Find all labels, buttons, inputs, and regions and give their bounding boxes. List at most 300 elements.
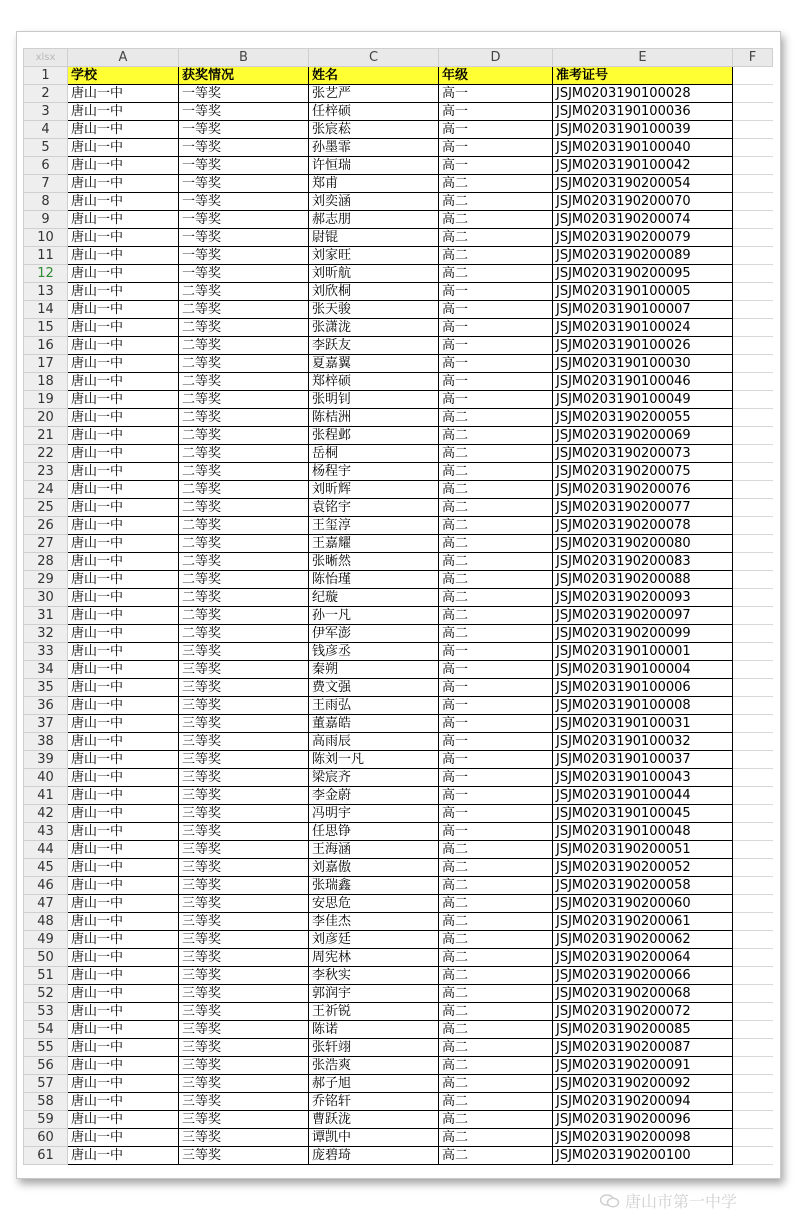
cell-name[interactable]: 张潇泷 (309, 319, 439, 337)
empty-cell[interactable] (733, 139, 773, 157)
cell-award[interactable]: 三等奖 (179, 1147, 309, 1165)
cell-grade[interactable]: 高二 (439, 445, 553, 463)
cell-award[interactable]: 三等奖 (179, 1057, 309, 1075)
cell-name[interactable]: 庞碧琦 (309, 1147, 439, 1165)
cell-school[interactable]: 唐山一中 (68, 589, 179, 607)
row-number[interactable]: 16 (24, 337, 68, 355)
cell-name[interactable]: 钱彦丞 (309, 643, 439, 661)
cell-grade[interactable]: 高一 (439, 805, 553, 823)
empty-cell[interactable] (733, 1039, 773, 1057)
cell-award[interactable]: 一等奖 (179, 247, 309, 265)
cell-grade[interactable]: 高一 (439, 373, 553, 391)
cell-grade[interactable]: 高一 (439, 679, 553, 697)
column-header-d[interactable]: D (439, 49, 553, 67)
empty-cell[interactable] (733, 517, 773, 535)
cell-award[interactable]: 二等奖 (179, 589, 309, 607)
cell-award[interactable]: 二等奖 (179, 481, 309, 499)
cell-award[interactable]: 二等奖 (179, 517, 309, 535)
cell-grade[interactable]: 高二 (439, 589, 553, 607)
cell-award[interactable]: 一等奖 (179, 193, 309, 211)
cell-school[interactable]: 唐山一中 (68, 625, 179, 643)
empty-cell[interactable] (733, 841, 773, 859)
header-cell-award[interactable]: 获奖情况 (179, 67, 309, 85)
cell-exam-id[interactable]: JSJM0203190200073 (553, 445, 733, 463)
cell-school[interactable]: 唐山一中 (68, 841, 179, 859)
cell-exam-id[interactable]: JSJM0203190200072 (553, 1003, 733, 1021)
cell-exam-id[interactable]: JSJM0203190100007 (553, 301, 733, 319)
empty-cell[interactable] (733, 1111, 773, 1129)
cell-name[interactable]: 袁铭宇 (309, 499, 439, 517)
cell-name[interactable]: 刘奕涵 (309, 193, 439, 211)
cell-school[interactable]: 唐山一中 (68, 787, 179, 805)
cell-grade[interactable]: 高二 (439, 265, 553, 283)
cell-school[interactable]: 唐山一中 (68, 445, 179, 463)
empty-cell[interactable] (733, 445, 773, 463)
empty-cell[interactable] (733, 481, 773, 499)
cell-school[interactable]: 唐山一中 (68, 679, 179, 697)
cell-exam-id[interactable]: JSJM0203190200058 (553, 877, 733, 895)
cell-exam-id[interactable]: JSJM0203190200069 (553, 427, 733, 445)
cell-name[interactable]: 刘家旺 (309, 247, 439, 265)
cell-award[interactable]: 二等奖 (179, 373, 309, 391)
cell-exam-id[interactable]: JSJM0203190200087 (553, 1039, 733, 1057)
cell-exam-id[interactable]: JSJM0203190200064 (553, 949, 733, 967)
cell-exam-id[interactable]: JSJM0203190200075 (553, 463, 733, 481)
cell-award[interactable]: 二等奖 (179, 391, 309, 409)
cell-grade[interactable]: 高二 (439, 517, 553, 535)
empty-cell[interactable] (733, 751, 773, 769)
cell-award[interactable]: 三等奖 (179, 1129, 309, 1147)
cell-school[interactable]: 唐山一中 (68, 751, 179, 769)
cell-exam-id[interactable]: JSJM0203190100001 (553, 643, 733, 661)
cell-award[interactable]: 一等奖 (179, 85, 309, 103)
row-number[interactable]: 53 (24, 1003, 68, 1021)
cell-grade[interactable]: 高一 (439, 355, 553, 373)
cell-exam-id[interactable]: JSJM0203190200074 (553, 211, 733, 229)
cell-school[interactable]: 唐山一中 (68, 1093, 179, 1111)
row-number[interactable]: 36 (24, 697, 68, 715)
cell-name[interactable]: 高雨辰 (309, 733, 439, 751)
cell-exam-id[interactable]: JSJM0203190200093 (553, 589, 733, 607)
empty-cell[interactable] (733, 769, 773, 787)
cell-exam-id[interactable]: JSJM0203190100039 (553, 121, 733, 139)
cell-grade[interactable]: 高二 (439, 535, 553, 553)
row-number[interactable]: 35 (24, 679, 68, 697)
cell-award[interactable]: 三等奖 (179, 841, 309, 859)
row-number[interactable]: 12 (24, 265, 68, 283)
cell-grade[interactable]: 高二 (439, 1147, 553, 1165)
cell-name[interactable]: 张瑞鑫 (309, 877, 439, 895)
empty-cell[interactable] (733, 679, 773, 697)
cell-name[interactable]: 刘昕辉 (309, 481, 439, 499)
header-cell-school[interactable]: 学校 (68, 67, 179, 85)
cell-exam-id[interactable]: JSJM0203190200099 (553, 625, 733, 643)
cell-grade[interactable]: 高二 (439, 175, 553, 193)
cell-grade[interactable]: 高一 (439, 823, 553, 841)
cell-grade[interactable]: 高二 (439, 1129, 553, 1147)
empty-cell[interactable] (733, 1075, 773, 1093)
cell-exam-id[interactable]: JSJM0203190100024 (553, 319, 733, 337)
cell-exam-id[interactable]: JSJM0203190200062 (553, 931, 733, 949)
cell-school[interactable]: 唐山一中 (68, 409, 179, 427)
empty-cell[interactable] (733, 967, 773, 985)
cell-school[interactable]: 唐山一中 (68, 1075, 179, 1093)
row-number[interactable]: 8 (24, 193, 68, 211)
row-number[interactable]: 1 (24, 67, 68, 85)
cell-exam-id[interactable]: JSJM0203190200060 (553, 895, 733, 913)
cell-exam-id[interactable]: JSJM0203190100005 (553, 283, 733, 301)
row-number[interactable]: 22 (24, 445, 68, 463)
cell-award[interactable]: 二等奖 (179, 427, 309, 445)
header-cell-name[interactable]: 姓名 (309, 67, 439, 85)
cell-school[interactable]: 唐山一中 (68, 283, 179, 301)
cell-exam-id[interactable]: JSJM0203190100008 (553, 697, 733, 715)
cell-award[interactable]: 二等奖 (179, 535, 309, 553)
empty-cell[interactable] (733, 607, 773, 625)
empty-cell[interactable] (733, 193, 773, 211)
cell-school[interactable]: 唐山一中 (68, 823, 179, 841)
cell-award[interactable]: 三等奖 (179, 913, 309, 931)
cell-grade[interactable]: 高二 (439, 1039, 553, 1057)
row-number[interactable]: 30 (24, 589, 68, 607)
cell-exam-id[interactable]: JSJM0203190200076 (553, 481, 733, 499)
row-number[interactable]: 59 (24, 1111, 68, 1129)
cell-name[interactable]: 张天骏 (309, 301, 439, 319)
cell-name[interactable]: 许恒瑞 (309, 157, 439, 175)
row-number[interactable]: 34 (24, 661, 68, 679)
row-number[interactable]: 2 (24, 85, 68, 103)
cell-grade[interactable]: 高二 (439, 967, 553, 985)
cell-grade[interactable]: 高二 (439, 571, 553, 589)
cell-name[interactable]: 冯明宇 (309, 805, 439, 823)
cell-exam-id[interactable]: JSJM0203190200068 (553, 985, 733, 1003)
cell-name[interactable]: 王海涵 (309, 841, 439, 859)
cell-name[interactable]: 董嘉皓 (309, 715, 439, 733)
cell-exam-id[interactable]: JSJM0203190100004 (553, 661, 733, 679)
row-number[interactable]: 47 (24, 895, 68, 913)
cell-school[interactable]: 唐山一中 (68, 1003, 179, 1021)
empty-cell[interactable] (733, 877, 773, 895)
row-number[interactable]: 56 (24, 1057, 68, 1075)
row-number[interactable]: 24 (24, 481, 68, 499)
cell-school[interactable]: 唐山一中 (68, 859, 179, 877)
empty-cell[interactable] (733, 1129, 773, 1147)
cell-name[interactable]: 王雨弘 (309, 697, 439, 715)
empty-cell[interactable] (733, 229, 773, 247)
row-number[interactable]: 10 (24, 229, 68, 247)
empty-cell[interactable] (733, 157, 773, 175)
cell-name[interactable]: 陈怡瑾 (309, 571, 439, 589)
cell-name[interactable]: 杨程宇 (309, 463, 439, 481)
cell-award[interactable]: 一等奖 (179, 139, 309, 157)
cell-name[interactable]: 刘昕航 (309, 265, 439, 283)
cell-name[interactable]: 刘嘉傲 (309, 859, 439, 877)
row-number[interactable]: 41 (24, 787, 68, 805)
cell-name[interactable]: 张浩爽 (309, 1057, 439, 1075)
empty-cell[interactable] (733, 895, 773, 913)
row-number[interactable]: 39 (24, 751, 68, 769)
cell-school[interactable]: 唐山一中 (68, 1129, 179, 1147)
cell-award[interactable]: 三等奖 (179, 895, 309, 913)
empty-cell[interactable] (733, 931, 773, 949)
empty-cell[interactable] (733, 625, 773, 643)
empty-cell[interactable] (733, 211, 773, 229)
cell-award[interactable]: 三等奖 (179, 661, 309, 679)
cell-school[interactable]: 唐山一中 (68, 805, 179, 823)
row-number[interactable]: 5 (24, 139, 68, 157)
cell-grade[interactable]: 高一 (439, 337, 553, 355)
cell-school[interactable]: 唐山一中 (68, 895, 179, 913)
cell-grade[interactable]: 高一 (439, 85, 553, 103)
empty-cell[interactable] (733, 1003, 773, 1021)
cell-exam-id[interactable]: JSJM0203190100006 (553, 679, 733, 697)
cell-award[interactable]: 三等奖 (179, 715, 309, 733)
cell-exam-id[interactable]: JSJM0203190200077 (553, 499, 733, 517)
cell-school[interactable]: 唐山一中 (68, 571, 179, 589)
cell-award[interactable]: 三等奖 (179, 1111, 309, 1129)
cell-name[interactable]: 周宪林 (309, 949, 439, 967)
cell-exam-id[interactable]: JSJM0203190100043 (553, 769, 733, 787)
empty-cell[interactable] (733, 427, 773, 445)
cell-school[interactable]: 唐山一中 (68, 499, 179, 517)
cell-exam-id[interactable]: JSJM0203190100045 (553, 805, 733, 823)
cell-name[interactable]: 乔铭轩 (309, 1093, 439, 1111)
cell-award[interactable]: 三等奖 (179, 1021, 309, 1039)
cell-name[interactable]: 费文强 (309, 679, 439, 697)
cell-grade[interactable]: 高二 (439, 931, 553, 949)
cell-name[interactable]: 张宸菘 (309, 121, 439, 139)
empty-cell[interactable] (733, 589, 773, 607)
cell-grade[interactable]: 高一 (439, 643, 553, 661)
cell-exam-id[interactable]: JSJM0203190200070 (553, 193, 733, 211)
cell-grade[interactable]: 高二 (439, 409, 553, 427)
cell-name[interactable]: 伊军澎 (309, 625, 439, 643)
cell-name[interactable]: 张艺严 (309, 85, 439, 103)
cell-award[interactable]: 二等奖 (179, 445, 309, 463)
empty-cell[interactable] (733, 409, 773, 427)
cell-name[interactable]: 曹跃泷 (309, 1111, 439, 1129)
cell-grade[interactable]: 高二 (439, 553, 553, 571)
cell-name[interactable]: 岳桐 (309, 445, 439, 463)
empty-cell[interactable] (733, 787, 773, 805)
row-number[interactable]: 55 (24, 1039, 68, 1057)
cell-grade[interactable]: 高二 (439, 1003, 553, 1021)
cell-exam-id[interactable]: JSJM0203190100028 (553, 85, 733, 103)
row-number[interactable]: 23 (24, 463, 68, 481)
empty-cell[interactable] (733, 913, 773, 931)
empty-cell[interactable] (733, 643, 773, 661)
cell-award[interactable]: 二等奖 (179, 409, 309, 427)
empty-cell[interactable] (733, 265, 773, 283)
cell-grade[interactable]: 高二 (439, 427, 553, 445)
cell-name[interactable]: 安思危 (309, 895, 439, 913)
cell-grade[interactable]: 高二 (439, 985, 553, 1003)
row-number[interactable]: 31 (24, 607, 68, 625)
row-number[interactable]: 42 (24, 805, 68, 823)
cell-name[interactable]: 王嘉耀 (309, 535, 439, 553)
cell-name[interactable]: 纪璇 (309, 589, 439, 607)
cell-grade[interactable]: 高一 (439, 103, 553, 121)
cell-school[interactable]: 唐山一中 (68, 1057, 179, 1075)
cell-exam-id[interactable]: JSJM0203190100040 (553, 139, 733, 157)
cell-award[interactable]: 三等奖 (179, 733, 309, 751)
row-number[interactable]: 14 (24, 301, 68, 319)
cell-school[interactable]: 唐山一中 (68, 355, 179, 373)
cell-exam-id[interactable]: JSJM0203190100036 (553, 103, 733, 121)
row-number[interactable]: 27 (24, 535, 68, 553)
column-header-c[interactable]: C (309, 49, 439, 67)
empty-cell[interactable] (733, 337, 773, 355)
cell-exam-id[interactable]: JSJM0203190100048 (553, 823, 733, 841)
cell-award[interactable]: 三等奖 (179, 1003, 309, 1021)
cell-award[interactable]: 二等奖 (179, 301, 309, 319)
cell-grade[interactable]: 高二 (439, 1057, 553, 1075)
cell-award[interactable]: 一等奖 (179, 157, 309, 175)
cell-exam-id[interactable]: JSJM0203190200079 (553, 229, 733, 247)
cell-exam-id[interactable]: JSJM0203190200097 (553, 607, 733, 625)
cell-grade[interactable]: 高二 (439, 1075, 553, 1093)
cell-school[interactable]: 唐山一中 (68, 769, 179, 787)
cell-grade[interactable]: 高二 (439, 625, 553, 643)
row-number[interactable]: 58 (24, 1093, 68, 1111)
cell-name[interactable]: 张轩翊 (309, 1039, 439, 1057)
cell-school[interactable]: 唐山一中 (68, 607, 179, 625)
cell-school[interactable]: 唐山一中 (68, 139, 179, 157)
row-number[interactable]: 52 (24, 985, 68, 1003)
select-all-corner[interactable]: xlsx (24, 49, 68, 67)
cell-school[interactable]: 唐山一中 (68, 931, 179, 949)
cell-exam-id[interactable]: JSJM0203190100042 (553, 157, 733, 175)
cell-name[interactable]: 谭凯中 (309, 1129, 439, 1147)
cell-award[interactable]: 三等奖 (179, 949, 309, 967)
cell-award[interactable]: 三等奖 (179, 859, 309, 877)
empty-cell[interactable] (733, 67, 773, 85)
cell-name[interactable]: 郝子旭 (309, 1075, 439, 1093)
cell-grade[interactable]: 高一 (439, 733, 553, 751)
empty-cell[interactable] (733, 715, 773, 733)
cell-name[interactable]: 任梓硕 (309, 103, 439, 121)
cell-school[interactable]: 唐山一中 (68, 517, 179, 535)
cell-school[interactable]: 唐山一中 (68, 1147, 179, 1165)
cell-award[interactable]: 二等奖 (179, 607, 309, 625)
cell-exam-id[interactable]: JSJM0203190200055 (553, 409, 733, 427)
row-number[interactable]: 54 (24, 1021, 68, 1039)
row-number[interactable]: 32 (24, 625, 68, 643)
row-number[interactable]: 45 (24, 859, 68, 877)
row-number[interactable]: 26 (24, 517, 68, 535)
cell-exam-id[interactable]: JSJM0203190200066 (553, 967, 733, 985)
cell-name[interactable]: 李佳杰 (309, 913, 439, 931)
cell-name[interactable]: 张明钊 (309, 391, 439, 409)
cell-award[interactable]: 二等奖 (179, 463, 309, 481)
row-number[interactable]: 4 (24, 121, 68, 139)
cell-award[interactable]: 二等奖 (179, 625, 309, 643)
row-number[interactable]: 48 (24, 913, 68, 931)
cell-school[interactable]: 唐山一中 (68, 553, 179, 571)
cell-award[interactable]: 三等奖 (179, 985, 309, 1003)
row-number[interactable]: 33 (24, 643, 68, 661)
empty-cell[interactable] (733, 823, 773, 841)
cell-grade[interactable]: 高二 (439, 247, 553, 265)
cell-grade[interactable]: 高一 (439, 301, 553, 319)
cell-exam-id[interactable]: JSJM0203190200061 (553, 913, 733, 931)
row-number[interactable]: 9 (24, 211, 68, 229)
cell-exam-id[interactable]: JSJM0203190200095 (553, 265, 733, 283)
cell-grade[interactable]: 高二 (439, 1021, 553, 1039)
cell-award[interactable]: 三等奖 (179, 787, 309, 805)
cell-name[interactable]: 刘欣桐 (309, 283, 439, 301)
row-number[interactable]: 19 (24, 391, 68, 409)
cell-name[interactable]: 陈诺 (309, 1021, 439, 1039)
cell-school[interactable]: 唐山一中 (68, 1111, 179, 1129)
empty-cell[interactable] (733, 1057, 773, 1075)
cell-exam-id[interactable]: JSJM0203190200083 (553, 553, 733, 571)
column-header-f[interactable]: F (733, 49, 773, 67)
cell-award[interactable]: 三等奖 (179, 967, 309, 985)
row-number[interactable]: 28 (24, 553, 68, 571)
cell-grade[interactable]: 高二 (439, 913, 553, 931)
cell-exam-id[interactable]: JSJM0203190200092 (553, 1075, 733, 1093)
cell-school[interactable]: 唐山一中 (68, 949, 179, 967)
row-number[interactable]: 46 (24, 877, 68, 895)
cell-exam-id[interactable]: JSJM0203190200080 (553, 535, 733, 553)
cell-exam-id[interactable]: JSJM0203190200096 (553, 1111, 733, 1129)
cell-grade[interactable]: 高一 (439, 787, 553, 805)
cell-name[interactable]: 张晰然 (309, 553, 439, 571)
cell-grade[interactable]: 高一 (439, 391, 553, 409)
cell-award[interactable]: 一等奖 (179, 103, 309, 121)
empty-cell[interactable] (733, 391, 773, 409)
cell-school[interactable]: 唐山一中 (68, 715, 179, 733)
cell-exam-id[interactable]: JSJM0203190200054 (553, 175, 733, 193)
cell-grade[interactable]: 高二 (439, 841, 553, 859)
empty-cell[interactable] (733, 1093, 773, 1111)
cell-award[interactable]: 三等奖 (179, 931, 309, 949)
cell-school[interactable]: 唐山一中 (68, 661, 179, 679)
cell-school[interactable]: 唐山一中 (68, 373, 179, 391)
cell-name[interactable]: 陈桔洲 (309, 409, 439, 427)
cell-exam-id[interactable]: JSJM0203190100026 (553, 337, 733, 355)
cell-school[interactable]: 唐山一中 (68, 85, 179, 103)
empty-cell[interactable] (733, 301, 773, 319)
cell-school[interactable]: 唐山一中 (68, 247, 179, 265)
cell-school[interactable]: 唐山一中 (68, 697, 179, 715)
row-number[interactable]: 49 (24, 931, 68, 949)
cell-grade[interactable]: 高一 (439, 769, 553, 787)
cell-award[interactable]: 一等奖 (179, 121, 309, 139)
cell-school[interactable]: 唐山一中 (68, 121, 179, 139)
cell-exam-id[interactable]: JSJM0203190100032 (553, 733, 733, 751)
cell-school[interactable]: 唐山一中 (68, 643, 179, 661)
cell-name[interactable]: 张程邺 (309, 427, 439, 445)
cell-school[interactable]: 唐山一中 (68, 229, 179, 247)
cell-name[interactable]: 郭润宇 (309, 985, 439, 1003)
cell-school[interactable]: 唐山一中 (68, 211, 179, 229)
column-header-b[interactable]: B (179, 49, 309, 67)
row-number[interactable]: 18 (24, 373, 68, 391)
cell-exam-id[interactable]: JSJM0203190100049 (553, 391, 733, 409)
cell-school[interactable]: 唐山一中 (68, 193, 179, 211)
cell-name[interactable]: 郑甫 (309, 175, 439, 193)
empty-cell[interactable] (733, 1021, 773, 1039)
row-number[interactable]: 57 (24, 1075, 68, 1093)
cell-name[interactable]: 郑梓硕 (309, 373, 439, 391)
column-header-e[interactable]: E (553, 49, 733, 67)
cell-exam-id[interactable]: JSJM0203190200100 (553, 1147, 733, 1165)
cell-award[interactable]: 一等奖 (179, 175, 309, 193)
column-header-a[interactable]: A (68, 49, 179, 67)
cell-school[interactable]: 唐山一中 (68, 535, 179, 553)
